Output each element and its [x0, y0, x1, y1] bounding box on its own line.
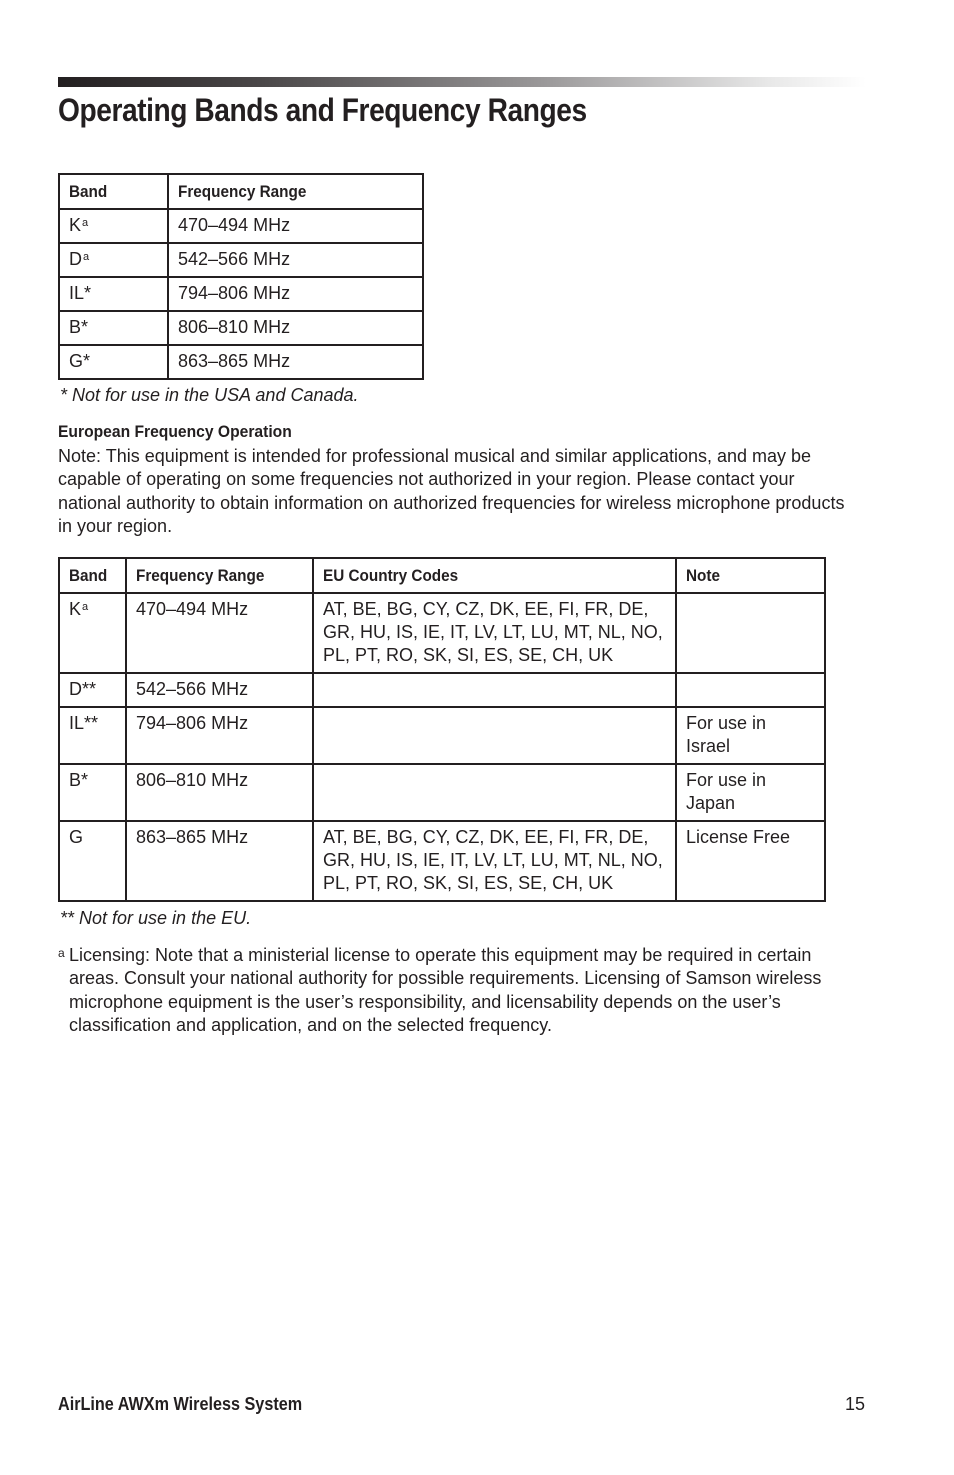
frequency-range-cell: 806–810 MHz — [126, 764, 313, 821]
table-row — [59, 707, 825, 764]
table-row — [59, 277, 423, 311]
band-superscript: a — [83, 251, 90, 263]
country-codes-cell: AT, BE, BG, CY, CZ, DK, EE, FI, FR, DE, GR, HU, IS, IE, IT, LV, LT, LU, MT, NL, NO, PL, PT, RO, SK, SI, ES, SE, CH, UK — [313, 821, 676, 901]
european-note-paragraph: Note: This equipment is intended for professional musical and similar applications, and may be capable of operating on some frequencies not authorized in your region. Please contact your national authority to obtain information on authorized frequencies for wireless microphone products in your region. — [58, 446, 845, 536]
column-header-frequency-range: Frequency Range — [168, 174, 423, 209]
footer-product-title: AirLine AWXm Wireless System — [58, 1394, 303, 1414]
band-cell — [59, 209, 168, 243]
page-title: Operating Bands and Frequency Ranges — [58, 92, 587, 128]
table-row — [59, 593, 825, 673]
table-row — [59, 821, 825, 901]
country-codes-cell — [313, 673, 676, 707]
frequency-range-cell: 542–566 MHz — [168, 243, 423, 277]
licensing-footnote — [58, 944, 866, 1037]
band-code: B* — [69, 317, 89, 337]
country-codes-cell — [313, 707, 676, 764]
licensing-text: Licensing: Note that a ministerial license to operate this equipment may be required in certain areas. Consult your national authority for possible requirements. Licensing of Samson wireless microphone equipment is the user’s responsibility, and licensability depends on the user’s classification and application, and on the selected frequency. — [69, 945, 822, 1035]
band-code: B* — [69, 770, 89, 790]
band-cell — [59, 311, 168, 345]
band-cell — [59, 821, 126, 901]
table-row — [59, 673, 825, 707]
usa-canada-footnote: * Not for use in the USA and Canada. — [60, 385, 359, 405]
frequency-range-cell: 863–865 MHz — [126, 821, 313, 901]
eu-footnote: ** Not for use in the EU. — [60, 908, 252, 928]
header-gradient-bar — [58, 77, 866, 87]
column-header-band: Band — [59, 174, 168, 209]
band-cell — [59, 243, 168, 277]
table-header-row — [59, 558, 825, 593]
band-cell — [59, 593, 126, 673]
eu-frequency-table — [58, 557, 826, 902]
band-superscript: a — [82, 601, 89, 613]
table-row — [59, 243, 423, 277]
frequency-range-cell: 794–806 MHz — [168, 277, 423, 311]
band-cell — [59, 707, 126, 764]
note-cell: For use in Israel — [676, 707, 825, 764]
frequency-range-cell: 863–865 MHz — [168, 345, 423, 379]
band-code: K — [69, 215, 82, 235]
band-superscript: a — [82, 217, 89, 229]
band-code: G — [69, 827, 84, 847]
band-cell — [59, 764, 126, 821]
frequency-range-cell: 470–494 MHz — [168, 209, 423, 243]
band-cell — [59, 673, 126, 707]
frequency-range-cell: 470–494 MHz — [126, 593, 313, 673]
column-header-band: Band — [59, 558, 126, 593]
table-header-row — [59, 174, 423, 209]
frequency-range-cell: 806–810 MHz — [168, 311, 423, 345]
note-cell — [676, 673, 825, 707]
table-row — [59, 209, 423, 243]
frequency-range-cell: 794–806 MHz — [126, 707, 313, 764]
table-row — [59, 345, 423, 379]
note-cell — [676, 593, 825, 673]
note-cell: For use in Japan — [676, 764, 825, 821]
country-codes-cell — [313, 764, 676, 821]
frequency-range-cell: 542–566 MHz — [126, 673, 313, 707]
table-row — [59, 311, 423, 345]
country-codes-cell: AT, BE, BG, CY, CZ, DK, EE, FI, FR, DE, GR, HU, IS, IE, IT, LV, LT, LU, MT, NL, NO, PL, PT, RO, SK, SI, ES, SE, CH, UK — [313, 593, 676, 673]
band-code: K — [69, 599, 82, 619]
table-row — [59, 764, 825, 821]
band-code: IL* — [69, 283, 92, 303]
band-code: G* — [69, 351, 91, 371]
band-cell — [59, 345, 168, 379]
band-code: D** — [69, 679, 97, 699]
note-cell: License Free — [676, 821, 825, 901]
page-number: 15 — [845, 1394, 866, 1414]
column-header-note: Note — [676, 558, 825, 593]
band-code: D — [69, 249, 82, 269]
column-header-eu-country-codes: EU Country Codes — [313, 558, 676, 593]
section-heading: European Frequency Operation — [58, 422, 292, 441]
footnote-marker: a — [58, 946, 65, 960]
column-header-frequency-range: Frequency Range — [126, 558, 313, 593]
band-cell — [59, 277, 168, 311]
band-code: IL** — [69, 713, 99, 733]
band-frequency-table — [58, 173, 424, 380]
